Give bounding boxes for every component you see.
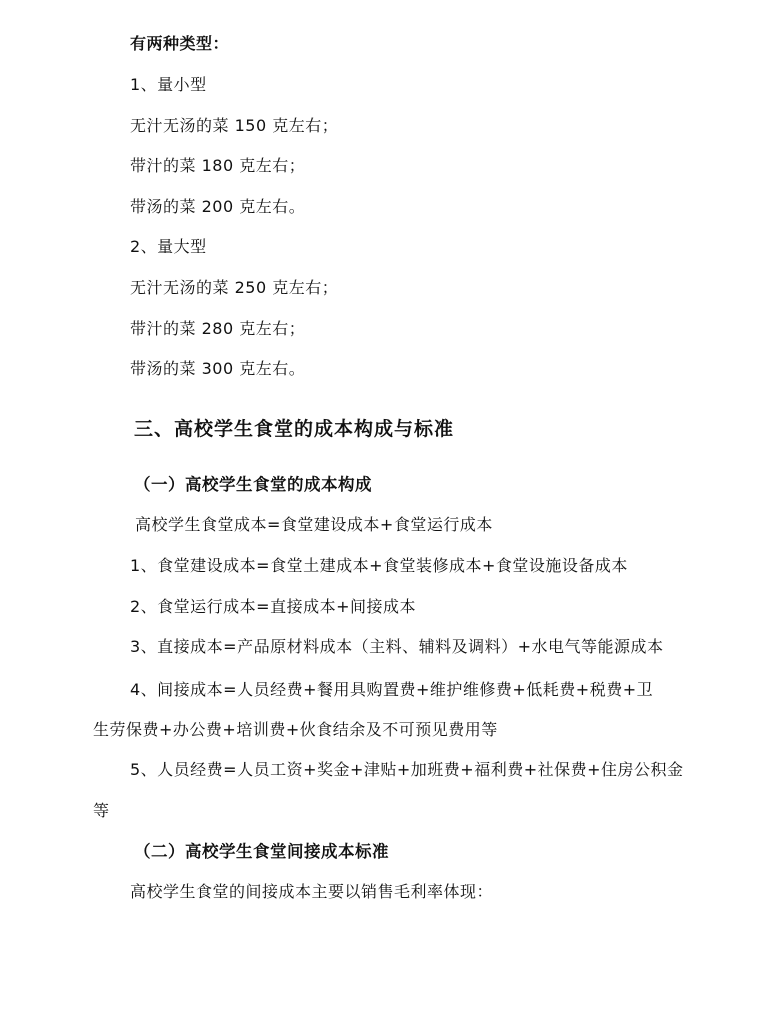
small-portion-item-2: 带汁的菜 180 克左右； (130, 156, 306, 175)
large-portion-item-2: 带汁的菜 280 克左右； (130, 319, 306, 338)
cost-item-2: 2、食堂运行成本=直接成本+间接成本 (130, 597, 416, 616)
large-portion-item-3: 带汤的菜 300 克左右。 (130, 359, 306, 378)
section3-title: 三、高校学生食堂的成本构成与标准 (134, 418, 455, 440)
section3-sub2-title: （二）高校学生食堂间接成本标准 (134, 842, 389, 861)
cost-formula: 高校学生食堂成本=食堂建设成本+食堂运行成本 (135, 515, 493, 534)
section3-sub1-title: （一）高校学生食堂的成本构成 (134, 475, 372, 494)
cost-item-4-line1: 4、间接成本=人员经费+餐用具购置费+维护维修费+低耗费+税费+卫 (130, 680, 654, 699)
cost-item-4-line2: 生劳保费+办公费+培训费+伙食结余及不可预见费用等 (93, 720, 498, 739)
large-portion-heading: 2、量大型 (130, 237, 207, 256)
indirect-cost-text: 高校学生食堂的间接成本主要以销售毛利率体现： (130, 882, 494, 901)
cost-item-5-line1: 5、人员经费=人员工资+奖金+津贴+加班费+福利费+社保费+住房公积金 (130, 760, 684, 779)
types-intro: 有两种类型： (130, 34, 230, 53)
small-portion-item-3: 带汤的菜 200 克左右。 (130, 197, 306, 216)
cost-item-1: 1、食堂建设成本=食堂土建成本+食堂装修成本+食堂设施设备成本 (130, 556, 628, 575)
cost-item-5-line2: 等 (93, 801, 110, 820)
small-portion-item-1: 无汁无汤的菜 150 克左右； (130, 116, 339, 135)
large-portion-item-1: 无汁无汤的菜 250 克左右； (130, 278, 339, 297)
small-portion-heading: 1、量小型 (130, 75, 207, 94)
cost-item-3: 3、直接成本=产品原材料成本（主料、辅料及调料）+水电气等能源成本 (130, 637, 664, 656)
